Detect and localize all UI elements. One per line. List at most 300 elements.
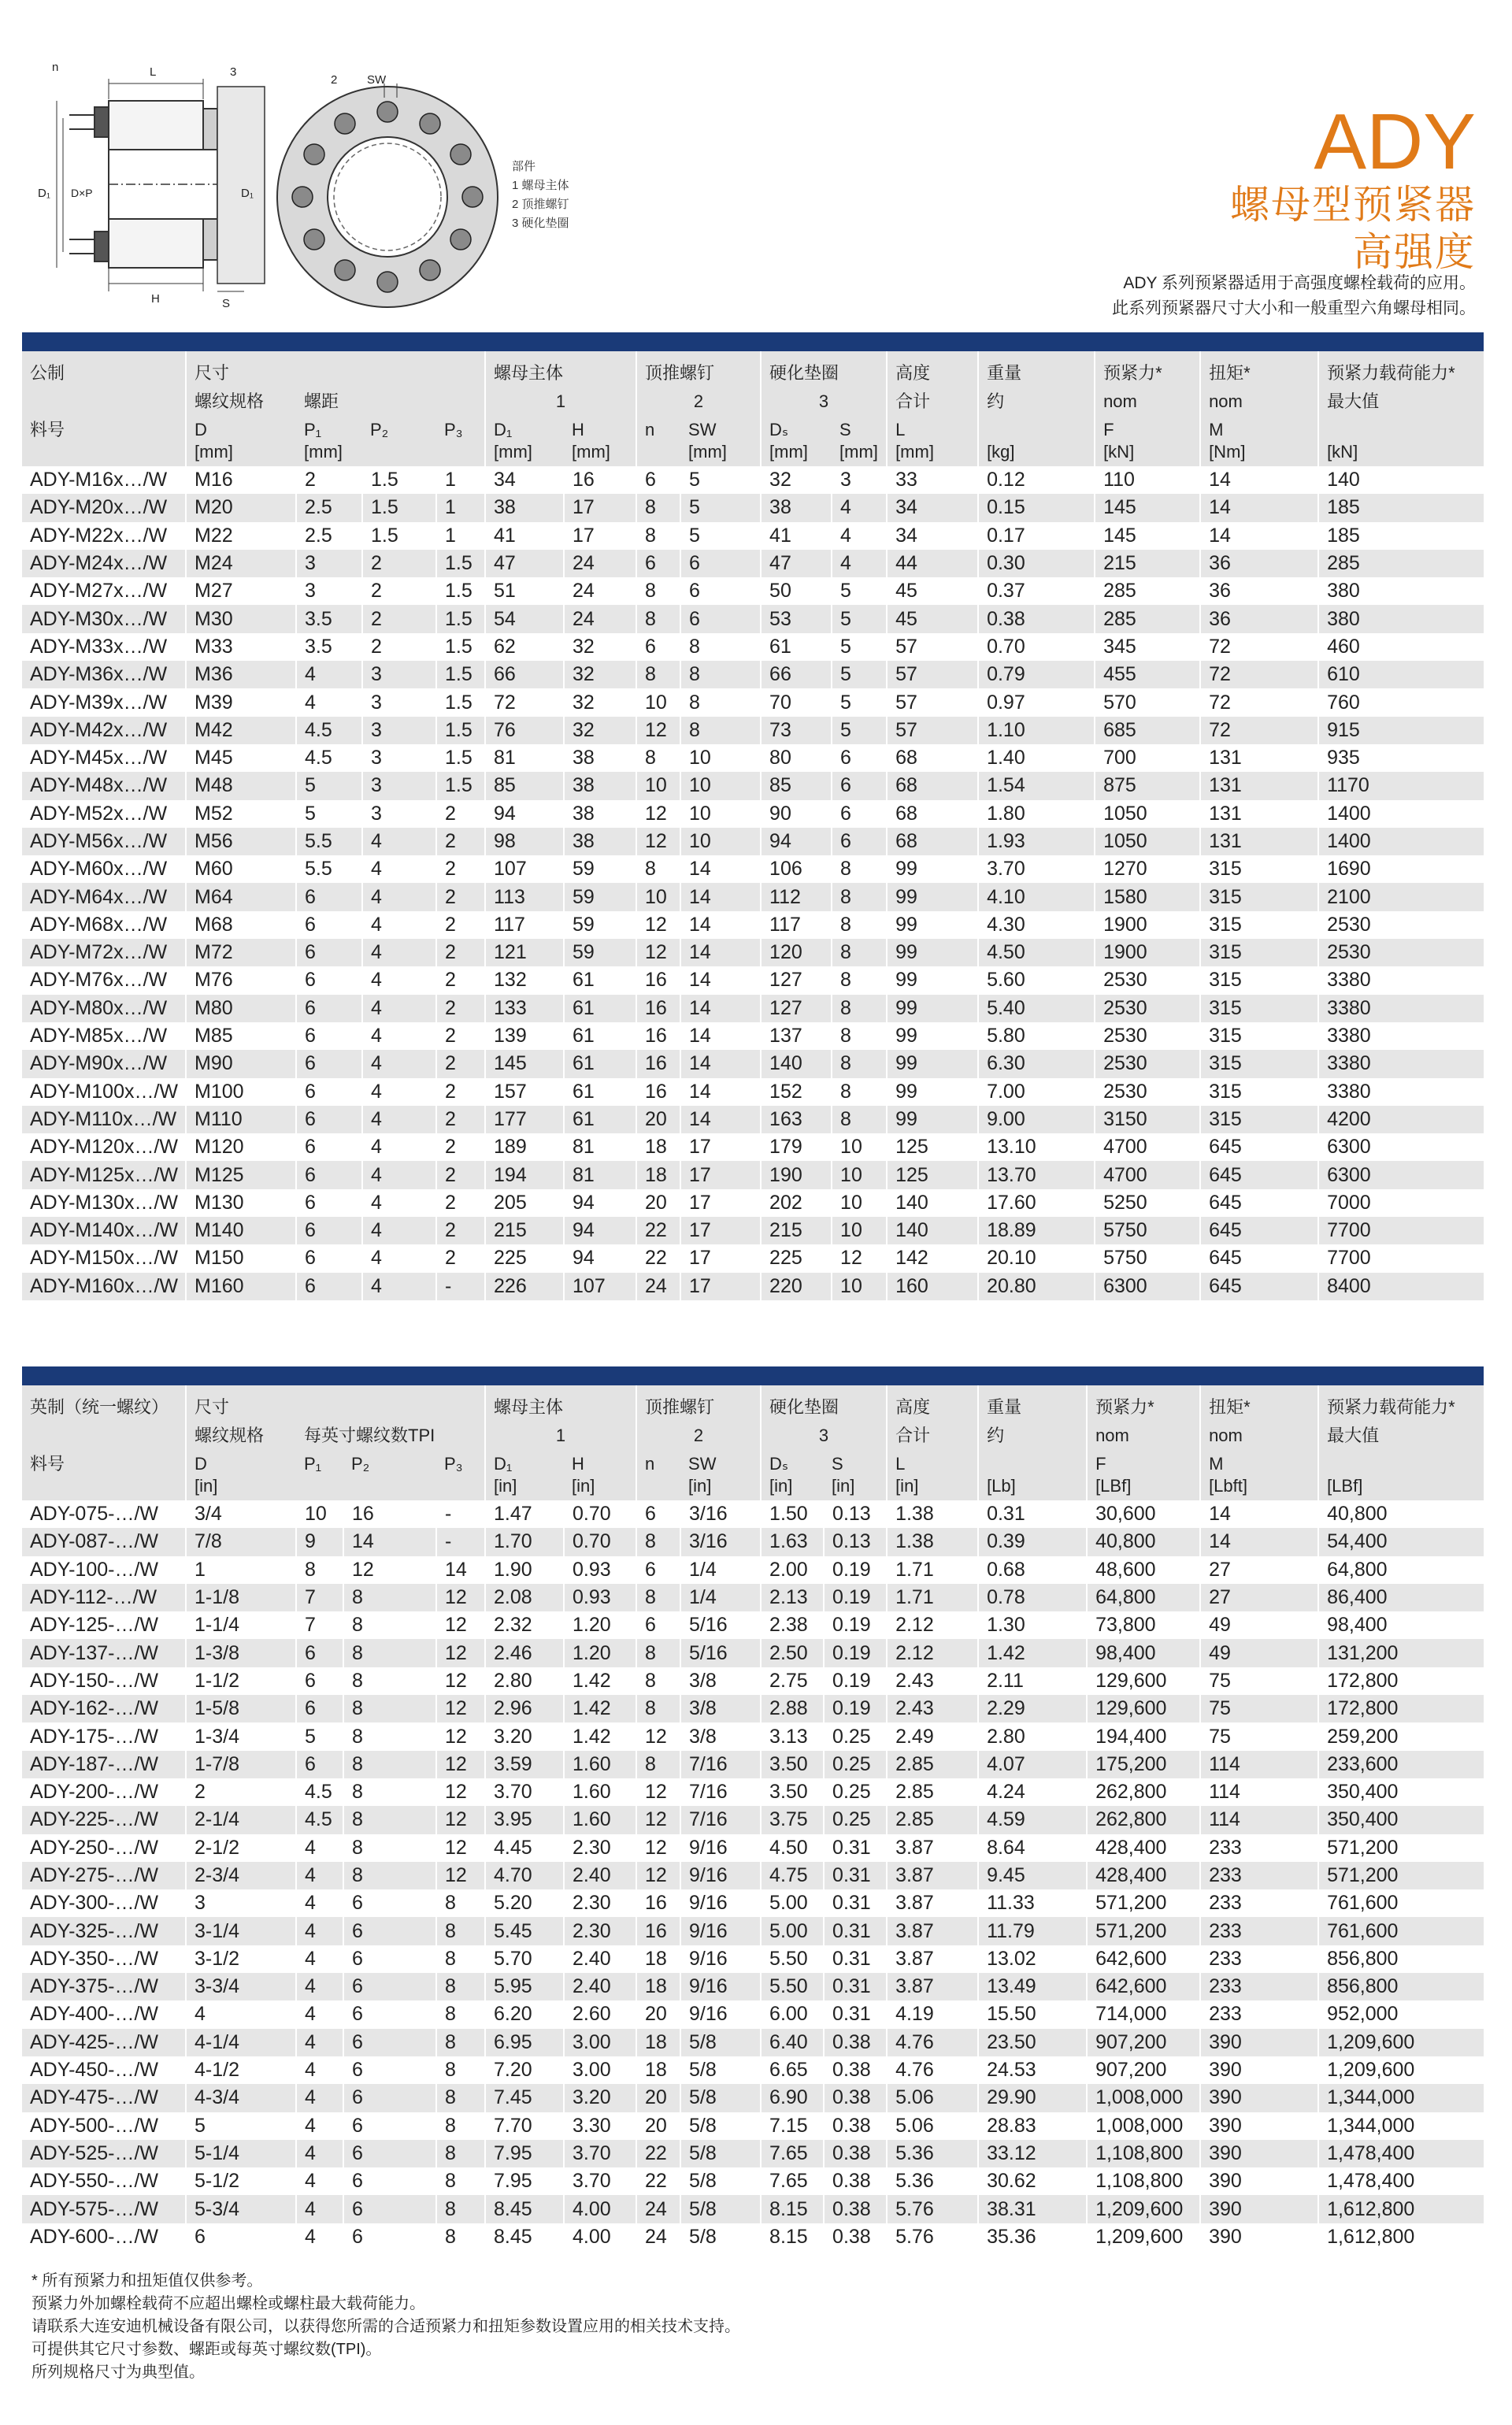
table-cell: 7 bbox=[296, 1584, 343, 1611]
table-cell: 3 bbox=[362, 744, 436, 772]
table-cell: 3.95 bbox=[485, 1806, 564, 1834]
table-cell: 72 bbox=[485, 688, 564, 716]
part-number-cell: ADY-425-…/W bbox=[22, 2029, 186, 2056]
table-cell: 5.5 bbox=[296, 855, 362, 883]
table-cell: 45 bbox=[887, 577, 978, 605]
table-cell: 9/16 bbox=[680, 1973, 761, 2000]
table-cell: 38 bbox=[761, 494, 832, 521]
table-cell: 80 bbox=[761, 744, 832, 772]
table-cell: 5/8 bbox=[680, 2195, 761, 2223]
table-cell: 455 bbox=[1095, 661, 1200, 688]
table-cell: 189 bbox=[485, 1133, 564, 1161]
table-cell: 62 bbox=[485, 633, 564, 661]
table-cell: 32 bbox=[564, 661, 636, 688]
table-cell: 390 bbox=[1200, 2056, 1318, 2084]
table-cell: 132 bbox=[485, 966, 564, 994]
table-cell: 9/16 bbox=[680, 1889, 761, 1917]
table-cell: 202 bbox=[761, 1189, 832, 1217]
table-cell: 570 bbox=[1095, 688, 1200, 716]
table-cell: 1,108,800 bbox=[1087, 2167, 1200, 2195]
table-cell: 6 bbox=[680, 550, 761, 577]
table-cell: 4 bbox=[362, 995, 436, 1022]
table-row bbox=[22, 1834, 1484, 1862]
part-number-cell: ADY-450-…/W bbox=[22, 2056, 186, 2084]
table-cell: 8 bbox=[343, 1667, 436, 1695]
table-cell: 72 bbox=[1200, 661, 1318, 688]
part-number-cell: ADY-100-…/W bbox=[22, 1556, 186, 1584]
table-row bbox=[22, 1244, 1484, 1272]
table-cell: 54 bbox=[485, 605, 564, 632]
table-cell: 1-3/8 bbox=[186, 1639, 296, 1667]
table-cell: 315 bbox=[1200, 1050, 1318, 1077]
table-cell: 380 bbox=[1318, 605, 1484, 632]
table-cell: 99 bbox=[887, 1106, 978, 1133]
section-view-drawing bbox=[57, 79, 265, 291]
drawing-label-d1-right: D₁ bbox=[241, 187, 254, 200]
table-cell: 8 bbox=[832, 939, 887, 966]
table-row bbox=[22, 466, 1484, 494]
table-cell: 390 bbox=[1200, 2195, 1318, 2223]
table-cell: 23.50 bbox=[978, 2029, 1087, 2056]
table-cell: 0.13 bbox=[824, 1500, 887, 1528]
table-cell: 935 bbox=[1318, 744, 1484, 772]
imperial-table-section bbox=[22, 1366, 1484, 2251]
table-cell: 8 bbox=[636, 1695, 680, 1722]
table-cell: 12 bbox=[436, 1751, 485, 1778]
table-cell: 0.70 bbox=[564, 1528, 636, 1555]
table-cell: 4.19 bbox=[887, 2000, 978, 2028]
table-cell: 0.17 bbox=[978, 522, 1095, 550]
table-cell: 6 bbox=[343, 2195, 436, 2223]
header-capacity-sub: 最大值 bbox=[1318, 1422, 1484, 1450]
table-cell: 9/16 bbox=[680, 1945, 761, 1973]
table-row bbox=[22, 1639, 1484, 1667]
table-cell: 1900 bbox=[1095, 911, 1200, 939]
table-cell: 24 bbox=[636, 1273, 680, 1300]
table-cell: 38 bbox=[564, 800, 636, 828]
header-ds: Dₛ [in] bbox=[761, 1450, 824, 1500]
front-view-drawing bbox=[277, 83, 498, 307]
table-cell: 113 bbox=[485, 883, 564, 910]
table-cell: 1.80 bbox=[978, 800, 1095, 828]
table-cell: 20 bbox=[636, 1106, 680, 1133]
table-cell: 0.38 bbox=[824, 2140, 887, 2167]
table-cell: M56 bbox=[186, 828, 296, 855]
table-cell: 0.38 bbox=[824, 2223, 887, 2251]
table-cell: 1.71 bbox=[887, 1584, 978, 1611]
table-cell: 5.76 bbox=[887, 2223, 978, 2251]
table-cell: 36 bbox=[1200, 550, 1318, 577]
header-height: 高度 bbox=[887, 1385, 978, 1422]
table-cell: 1,612,800 bbox=[1318, 2223, 1484, 2251]
table-cell: 2.32 bbox=[485, 1611, 564, 1639]
table-row bbox=[22, 1751, 1484, 1778]
table-cell: 642,600 bbox=[1087, 1945, 1200, 1973]
table-cell: 3/16 bbox=[680, 1528, 761, 1555]
header-size: 尺寸 bbox=[186, 1385, 485, 1422]
table-cell: 14 bbox=[343, 1528, 436, 1555]
table-cell: 8 bbox=[636, 1528, 680, 1555]
table-cell: 610 bbox=[1318, 661, 1484, 688]
header-nut-body-no: 1 bbox=[485, 387, 636, 416]
table-cell: 12 bbox=[436, 1722, 485, 1750]
table-cell: M90 bbox=[186, 1050, 296, 1077]
table-row bbox=[22, 2029, 1484, 2056]
table-cell: 127 bbox=[761, 966, 832, 994]
table-cell: 2 bbox=[436, 855, 485, 883]
table-cell: 6 bbox=[296, 883, 362, 910]
table-cell: 1.70 bbox=[485, 1528, 564, 1555]
table-cell: 4 bbox=[362, 1022, 436, 1050]
table-cell: 3.87 bbox=[887, 1917, 978, 1945]
table-cell: 1-3/4 bbox=[186, 1722, 296, 1750]
table-cell: 10 bbox=[636, 883, 680, 910]
table-row bbox=[22, 2195, 1484, 2223]
table-cell: 0.30 bbox=[978, 550, 1095, 577]
table-cell: 16 bbox=[636, 1889, 680, 1917]
table-cell: 2 bbox=[186, 1778, 296, 1806]
table-cell: 4 bbox=[296, 2167, 343, 2195]
part-number-cell: ADY-M52x…/W bbox=[22, 800, 186, 828]
legend-item: 2 顶推螺钉 bbox=[512, 198, 569, 211]
table-cell: 6 bbox=[832, 800, 887, 828]
table-cell: 3380 bbox=[1318, 995, 1484, 1022]
header-d: D [in] bbox=[186, 1450, 296, 1500]
table-cell: 7/16 bbox=[680, 1751, 761, 1778]
table-cell: 1580 bbox=[1095, 883, 1200, 910]
part-number-cell: ADY-M76x…/W bbox=[22, 966, 186, 994]
table-cell: 8 bbox=[343, 1751, 436, 1778]
table-cell: 1-7/8 bbox=[186, 1751, 296, 1778]
table-cell: 2.85 bbox=[887, 1778, 978, 1806]
table-cell: 27 bbox=[1200, 1556, 1318, 1584]
table-cell: 38 bbox=[564, 828, 636, 855]
header-p3: P₃ bbox=[436, 1450, 485, 1500]
table-cell: 75 bbox=[1200, 1667, 1318, 1695]
table-cell: 315 bbox=[1200, 995, 1318, 1022]
part-number-cell: ADY-200-…/W bbox=[22, 1778, 186, 1806]
table-cell: 99 bbox=[887, 966, 978, 994]
drawing-label-s: S bbox=[222, 297, 231, 310]
part-number-cell: ADY-M140x…/W bbox=[22, 1217, 186, 1244]
table-cell: 24 bbox=[636, 2195, 680, 2223]
table-cell: 4 bbox=[186, 2000, 296, 2028]
table-cell: 20.10 bbox=[978, 1244, 1095, 1272]
header-l: L [in] bbox=[887, 1450, 978, 1500]
parts-legend bbox=[512, 158, 569, 233]
table-cell: 61 bbox=[564, 1106, 636, 1133]
table-cell: 194,400 bbox=[1087, 1722, 1200, 1750]
table-cell: 1.5 bbox=[436, 744, 485, 772]
table-cell: 72 bbox=[1200, 633, 1318, 661]
table-cell: 7.65 bbox=[761, 2140, 824, 2167]
table-cell: 2 bbox=[436, 828, 485, 855]
table-cell: 285 bbox=[1095, 605, 1200, 632]
table-cell: 7700 bbox=[1318, 1217, 1484, 1244]
header-p3: P₃ bbox=[436, 416, 485, 466]
table-top-bar bbox=[22, 1366, 1484, 1385]
table-cell: 32 bbox=[564, 633, 636, 661]
table-cell: 4 bbox=[296, 2056, 343, 2084]
table-cell: 160 bbox=[887, 1273, 978, 1300]
table-cell: 0.13 bbox=[824, 1528, 887, 1555]
table-cell: 16 bbox=[636, 1078, 680, 1106]
table-cell: M33 bbox=[186, 633, 296, 661]
table-cell: 98,400 bbox=[1318, 1611, 1484, 1639]
table-cell: 47 bbox=[485, 550, 564, 577]
table-cell: 0.38 bbox=[824, 2195, 887, 2223]
table-cell: M42 bbox=[186, 717, 296, 744]
table-cell: 1,209,600 bbox=[1087, 2195, 1200, 2223]
table-cell: 139 bbox=[485, 1022, 564, 1050]
table-cell: 5.06 bbox=[887, 2084, 978, 2112]
table-cell: 120 bbox=[761, 939, 832, 966]
header-p1: P₁ [mm] bbox=[296, 416, 362, 466]
table-cell: 1,344,000 bbox=[1318, 2084, 1484, 2112]
table-cell: 2530 bbox=[1095, 1078, 1200, 1106]
table-cell: 40,800 bbox=[1318, 1500, 1484, 1528]
table-cell: 50 bbox=[761, 577, 832, 605]
table-cell: 3 bbox=[296, 577, 362, 605]
table-cell: 8 bbox=[343, 1695, 436, 1722]
table-cell: 4 bbox=[296, 1834, 343, 1862]
table-cell: 2.85 bbox=[887, 1806, 978, 1834]
header-l: L [mm] bbox=[887, 416, 978, 466]
table-cell: 225 bbox=[761, 1244, 832, 1272]
table-cell: 7000 bbox=[1318, 1189, 1484, 1217]
drawing-label-n: n bbox=[52, 61, 59, 74]
table-row bbox=[22, 605, 1484, 632]
table-cell: 2530 bbox=[1095, 966, 1200, 994]
table-cell: 7.15 bbox=[761, 2112, 824, 2140]
table-cell: 700 bbox=[1095, 744, 1200, 772]
header-washer-no: 3 bbox=[761, 387, 887, 416]
table-cell: 131 bbox=[1200, 828, 1318, 855]
table-cell: 3380 bbox=[1318, 1050, 1484, 1077]
table-cell: 7 bbox=[296, 1611, 343, 1639]
table-cell: 6300 bbox=[1318, 1133, 1484, 1161]
table-cell: M30 bbox=[186, 605, 296, 632]
table-cell: 9/16 bbox=[680, 2000, 761, 2028]
table-cell: 10 bbox=[636, 772, 680, 799]
table-cell: 4.76 bbox=[887, 2029, 978, 2056]
table-cell: 22 bbox=[636, 1244, 680, 1272]
table-cell: 8 bbox=[832, 1022, 887, 1050]
table-row bbox=[22, 772, 1484, 799]
table-cell: 14 bbox=[1200, 1500, 1318, 1528]
table-cell: 1.20 bbox=[564, 1611, 636, 1639]
table-row bbox=[22, 911, 1484, 939]
table-cell: 4 bbox=[832, 522, 887, 550]
table-cell: 8.15 bbox=[761, 2223, 824, 2251]
table-cell: 3-1/4 bbox=[186, 1917, 296, 1945]
table-cell: 3.5 bbox=[296, 605, 362, 632]
part-number-cell: ADY-M42x…/W bbox=[22, 717, 186, 744]
table-cell: 6.95 bbox=[485, 2029, 564, 2056]
table-cell: 12 bbox=[636, 828, 680, 855]
table-cell: 2 bbox=[436, 1050, 485, 1077]
table-cell: 2 bbox=[436, 800, 485, 828]
table-cell: 5750 bbox=[1095, 1217, 1200, 1244]
table-cell: 16 bbox=[636, 1917, 680, 1945]
table-cell: 1 bbox=[436, 522, 485, 550]
footnote: 所列规格尺寸为典型值。 bbox=[32, 2364, 205, 2381]
header-weight-sub: 约 bbox=[978, 387, 1095, 416]
table-cell: 571,200 bbox=[1318, 1862, 1484, 1889]
table-cell: 7/16 bbox=[680, 1778, 761, 1806]
table-cell: 129,600 bbox=[1087, 1667, 1200, 1695]
table-cell: 8 bbox=[343, 1834, 436, 1862]
table-cell: 1.90 bbox=[485, 1556, 564, 1584]
table-cell: 40,800 bbox=[1087, 1528, 1200, 1555]
header-washer: 硬化垫圈 bbox=[761, 351, 887, 387]
table-cell: 1.5 bbox=[436, 717, 485, 744]
table-cell: 4 bbox=[296, 2223, 343, 2251]
table-cell: 8 bbox=[636, 1751, 680, 1778]
table-cell: 6 bbox=[343, 1917, 436, 1945]
part-number-cell: ADY-M27x…/W bbox=[22, 577, 186, 605]
table-cell: 2530 bbox=[1095, 1050, 1200, 1077]
table-cell: 14 bbox=[436, 1556, 485, 1584]
table-cell: 6.90 bbox=[761, 2084, 824, 2112]
table-cell: 2.30 bbox=[564, 1834, 636, 1862]
table-cell: 1.42 bbox=[564, 1667, 636, 1695]
table-cell: 33.12 bbox=[978, 2140, 1087, 2167]
table-cell: 315 bbox=[1200, 883, 1318, 910]
table-cell: 3 bbox=[362, 661, 436, 688]
table-cell: 6 bbox=[343, 2167, 436, 2195]
table-cell: 2-1/4 bbox=[186, 1806, 296, 1834]
table-cell: 59 bbox=[564, 911, 636, 939]
table-cell: 4-1/4 bbox=[186, 2029, 296, 2056]
table-cell: 8 bbox=[636, 661, 680, 688]
table-cell: 121 bbox=[485, 939, 564, 966]
table-row bbox=[22, 1556, 1484, 1584]
table-cell: 99 bbox=[887, 855, 978, 883]
table-cell: 5/8 bbox=[680, 2167, 761, 2195]
table-cell: 4 bbox=[296, 2084, 343, 2112]
table-cell: 9/16 bbox=[680, 1834, 761, 1862]
table-row bbox=[22, 1695, 1484, 1722]
table-cell: 8 bbox=[832, 883, 887, 910]
table-cell: 51 bbox=[485, 577, 564, 605]
table-row bbox=[22, 1078, 1484, 1106]
table-cell: 64,800 bbox=[1318, 1556, 1484, 1584]
table-cell: 1-1/8 bbox=[186, 1584, 296, 1611]
table-cell: 2.40 bbox=[564, 1973, 636, 2000]
table-cell: 13.10 bbox=[978, 1133, 1095, 1161]
table-cell: 110 bbox=[1095, 466, 1200, 494]
table-cell: 140 bbox=[1318, 466, 1484, 494]
table-cell: 233 bbox=[1200, 1973, 1318, 2000]
part-number-cell: ADY-250-…/W bbox=[22, 1834, 186, 1862]
table-cell: 11.33 bbox=[978, 1889, 1087, 1917]
table-cell: 4.5 bbox=[296, 1806, 343, 1834]
table-cell: 131 bbox=[1200, 744, 1318, 772]
table-cell: 2.43 bbox=[887, 1667, 978, 1695]
table-cell: 4-1/2 bbox=[186, 2056, 296, 2084]
table-cell: 6 bbox=[296, 1667, 343, 1695]
header-cap: [kN] bbox=[1318, 416, 1484, 466]
table-cell: 72 bbox=[1200, 717, 1318, 744]
table-cell: M130 bbox=[186, 1189, 296, 1217]
table-cell: 4 bbox=[362, 1106, 436, 1133]
table-cell: 1.5 bbox=[436, 577, 485, 605]
table-cell: 8 bbox=[343, 1806, 436, 1834]
table-cell: 12 bbox=[636, 800, 680, 828]
table-cell: 6 bbox=[296, 1078, 362, 1106]
table-cell: 14 bbox=[680, 911, 761, 939]
part-number-cell: ADY-087-…/W bbox=[22, 1528, 186, 1555]
table-cell: 1.60 bbox=[564, 1778, 636, 1806]
table-cell: 10 bbox=[832, 1273, 887, 1300]
table-cell: 0.31 bbox=[824, 1862, 887, 1889]
table-cell: 7.20 bbox=[485, 2056, 564, 2084]
table-cell: 0.19 bbox=[824, 1667, 887, 1695]
table-cell: 3 bbox=[832, 466, 887, 494]
table-cell: 4 bbox=[362, 855, 436, 883]
table-cell: 3/16 bbox=[680, 1500, 761, 1528]
table-cell: 73,800 bbox=[1087, 1611, 1200, 1639]
table-cell: 428,400 bbox=[1087, 1834, 1200, 1862]
table-cell: M150 bbox=[186, 1244, 296, 1272]
table-cell: 4 bbox=[296, 2195, 343, 2223]
table-cell: 6.65 bbox=[761, 2056, 824, 2084]
part-number-cell: ADY-575-…/W bbox=[22, 2195, 186, 2223]
table-cell: 2 bbox=[436, 1189, 485, 1217]
table-cell: 4 bbox=[296, 1945, 343, 1973]
table-cell: 8 bbox=[436, 2167, 485, 2195]
header-m: M [Lbft] bbox=[1200, 1450, 1318, 1500]
table-cell: 2 bbox=[436, 1217, 485, 1244]
table-cell: 2 bbox=[436, 1078, 485, 1106]
table-cell: 30.62 bbox=[978, 2167, 1087, 2195]
table-cell: 233 bbox=[1200, 1834, 1318, 1862]
table-cell: 6 bbox=[680, 577, 761, 605]
table-cell: 3-3/4 bbox=[186, 1973, 296, 2000]
table-cell: 3.00 bbox=[564, 2029, 636, 2056]
table-cell: 145 bbox=[1095, 494, 1200, 521]
table-cell: 9.00 bbox=[978, 1106, 1095, 1133]
part-number-cell: ADY-500-…/W bbox=[22, 2112, 186, 2140]
table-cell: 350,400 bbox=[1318, 1806, 1484, 1834]
table-cell: 8 bbox=[343, 1722, 436, 1750]
table-cell: 1/4 bbox=[680, 1556, 761, 1584]
table-cell: 14 bbox=[680, 855, 761, 883]
table-cell: 49 bbox=[1200, 1611, 1318, 1639]
table-cell: 4 bbox=[362, 1217, 436, 1244]
table-cell: 9/16 bbox=[680, 1917, 761, 1945]
header-preload-sub: nom bbox=[1095, 387, 1200, 416]
header-standard: 公制 bbox=[22, 351, 186, 387]
table-cell: 2 bbox=[436, 966, 485, 994]
table-cell: 10 bbox=[680, 800, 761, 828]
table-cell: 68 bbox=[887, 772, 978, 799]
table-cell: 8 bbox=[343, 1862, 436, 1889]
table-cell: M125 bbox=[186, 1161, 296, 1188]
table-cell: 0.31 bbox=[824, 1834, 887, 1862]
table-cell: M39 bbox=[186, 688, 296, 716]
table-cell: 2.38 bbox=[761, 1611, 824, 1639]
table-cell: 1270 bbox=[1095, 855, 1200, 883]
table-cell: 1-1/4 bbox=[186, 1611, 296, 1639]
table-cell: 571,200 bbox=[1318, 1834, 1484, 1862]
table-cell: 68 bbox=[887, 800, 978, 828]
table-cell: 6 bbox=[680, 605, 761, 632]
table-cell: 4.50 bbox=[761, 1834, 824, 1862]
table-cell: 4 bbox=[362, 939, 436, 966]
table-cell: 157 bbox=[485, 1078, 564, 1106]
